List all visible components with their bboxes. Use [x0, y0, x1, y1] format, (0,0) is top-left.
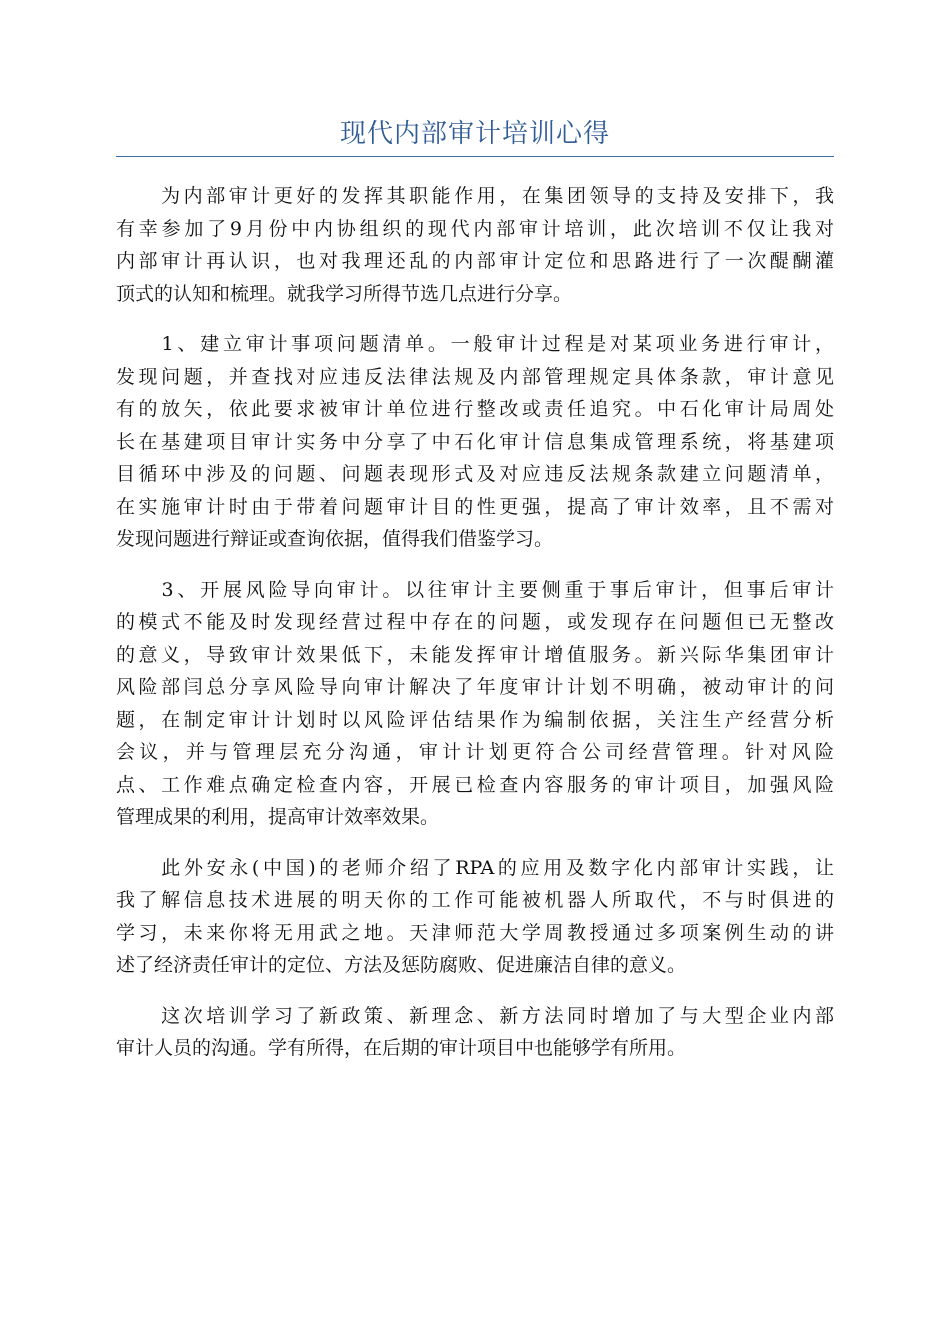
paragraph-line: 我了解信息技术进展的明天你的工作可能被机器人所取代，不与时俱进的	[116, 889, 834, 911]
paragraph-line: 的模式不能及时发现经营过程中存在的问题，或发现存在问题但已无整改	[116, 611, 834, 633]
paragraph-line: 审计人员的沟通。学有所得，在后期的审计项目中也能够学有所用。	[116, 1037, 687, 1059]
paragraph-line: 点、工作难点确定检查内容，开展已检查内容服务的审计项目，加强风险	[116, 773, 834, 796]
paragraph-line: 目循环中涉及的问题、问题表现形式及对应违反法规条款建立问题清单，	[116, 463, 834, 485]
paragraph-line: 述了经济责任审计的定位、方法及惩防腐败、促进廉洁自律的意义。	[116, 954, 687, 976]
document-body	[116, 180, 834, 1083]
paragraph-2	[116, 328, 834, 556]
paragraph-line: 在实施审计时由于带着问题审计目的性更强，提高了审计效率，且不需对	[116, 495, 834, 518]
paragraph-line: 学习，未来你将无用武之地。天津师范大学周教授通过多项案例生动的讲	[116, 921, 834, 944]
paragraph-line: 内部审计再认识，也对我理还乱的内部审计定位和思路进行了一次醍醐灌	[116, 250, 834, 272]
paragraph-3	[116, 574, 834, 834]
paragraph-line: 1、建立审计事项问题清单。一般审计过程是对某项业务进行审计，	[116, 333, 834, 355]
paragraph-5	[116, 1000, 834, 1065]
paragraph-line: 发现问题进行辩证或查询依据，值得我们借鉴学习。	[116, 528, 554, 550]
paragraph-line: 顶式的认知和梳理。就我学习所得节选几点进行分享。	[116, 282, 573, 305]
paragraph-line: 3、开展风险导向审计。以往审计主要侧重于事后审计，但事后审计	[116, 578, 834, 601]
paragraph-4	[116, 852, 834, 982]
paragraph-line: 为内部审计更好的发挥其职能作用，在集团领导的支持及安排下，我	[116, 185, 834, 207]
paragraph-line: 风险部闫总分享风险导向审计解决了年度审计计划不明确，被动审计的问	[116, 676, 834, 698]
paragraph-1	[116, 180, 834, 310]
title-block	[116, 112, 834, 157]
paragraph-line: 这次培训学习了新政策、新理念、新方法同时增加了与大型企业内部	[116, 1004, 834, 1027]
paragraph-line: 此外安永(中国)的老师介绍了RPA的应用及数字化内部审计实践，让	[116, 856, 834, 879]
paragraph-line: 题，在制定审计计划时以风险评估结果作为编制依据，关注生产经营分析	[116, 708, 834, 731]
paragraph-line: 的意义，导致审计效果低下，未能发挥审计增值服务。新兴际华集团审计	[116, 643, 834, 666]
document-title: 现代内部审计培训心得	[339, 119, 610, 149]
paragraph-line: 有的放矢，依此要求被审计单位进行整改或责任追究。中石化审计局周处	[116, 398, 834, 420]
paragraph-line: 有幸参加了9月份中内协组织的现代内部审计培训，此次培训不仅让我对	[116, 217, 834, 240]
paragraph-line: 管理成果的利用，提高审计效率效果。	[116, 806, 440, 828]
paragraph-line: 会议，并与管理层充分沟通，审计计划更符合公司经营管理。针对风险	[116, 741, 834, 763]
paragraph-line: 发现问题，并查找对应违反法律法规及内部管理规定具体条款，审计意见	[116, 365, 834, 388]
paragraph-line: 长在基建项目审计实务中分享了中石化审计信息集成管理系统，将基建项	[116, 430, 834, 453]
